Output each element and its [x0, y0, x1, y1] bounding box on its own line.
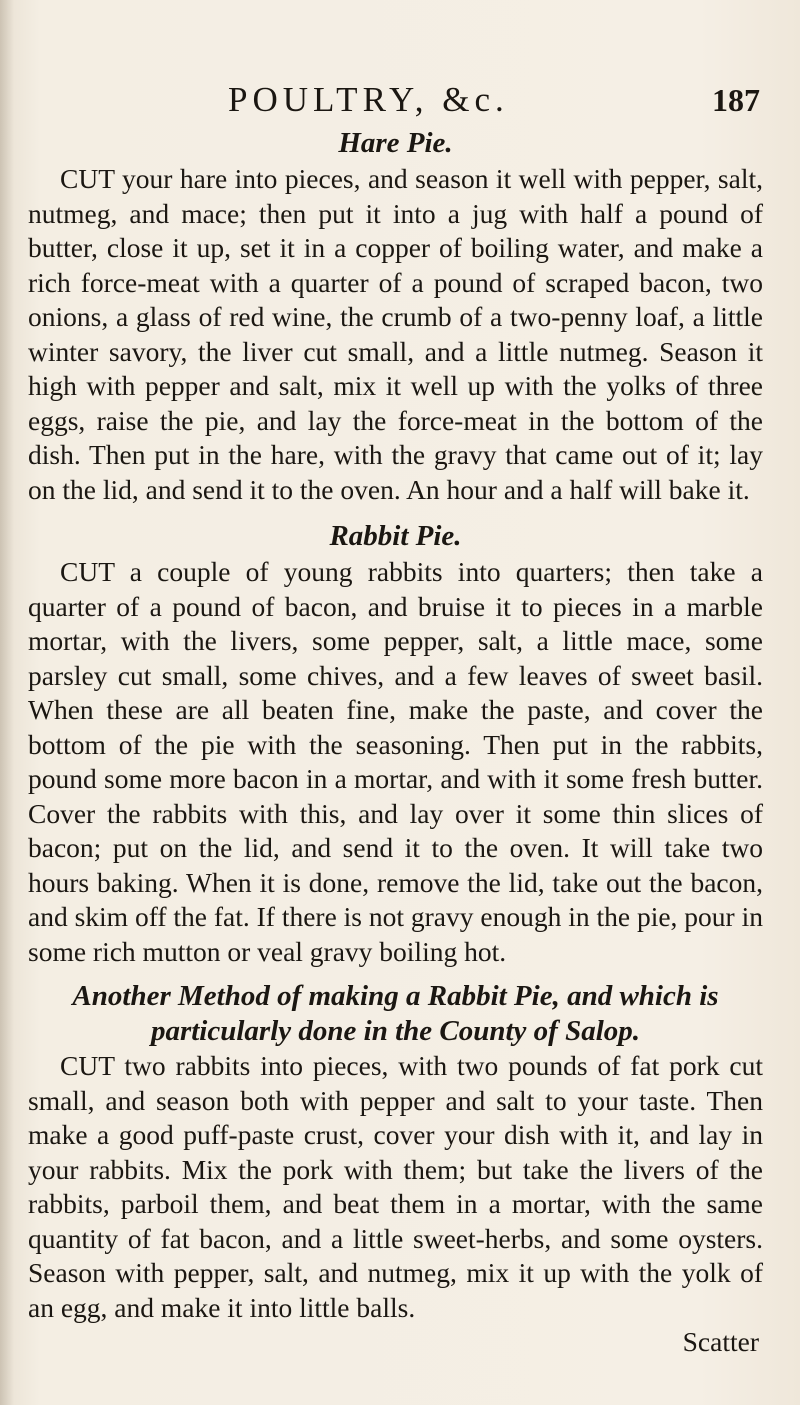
- recipe-title-hare-pie: Hare Pie.: [338, 127, 453, 159]
- text-block: [28, 124, 763, 1359]
- page-number: 187: [712, 82, 760, 118]
- page-header: [0, 80, 800, 120]
- spacer: [28, 969, 763, 979]
- running-head: POULTRY, &c.: [228, 80, 509, 119]
- recipe-body-rabbit-pie: CUT a couple of young rabbits into quarters; then take a quarter of a pound of bacon, and bruise it to pieces in a marble mortar, with the livers, some pepper, salt, a little mace, some parsley cut small, some chives, and a few leaves of sweet basil. When these are all beaten fine, make the paste, and cover the bottom of the pie with the seasoning. Then put in the rabbits, pound some more bacon in a mortar, and with it some fresh butter. Cover the rabbits with this, and lay over it some thin slices of bacon; put on the lid, and send it to the oven. It will take two hours baking. When it is done, remove the lid, take out the bacon, and skim off the fat. If there is not gravy enough in the pie, pour in some rich mutton or veal gravy boiling hot.: [28, 556, 763, 967]
- gutter-shadow: [0, 0, 14, 1405]
- recipe-body-hare-pie: CUT your hare into pieces, and season it well with pepper, salt, nutmeg, and mace; then put it into a jug with half a pound of butter, close it up, set it in a copper of boiling water, and make a rich force-meat with a quarter of a pound of scraped bacon, two onions, a glass of red wine, the crumb of a two-penny loaf, a little winter savory, the liver cut small, and a little nutmeg. Season it high with pepper and salt, mix it well up with the yolks of three eggs, raise the pie, and lay the force-meat in the bottom of the dish. Then put in the hare, with the gravy that came out of it; lay on the lid, and send it to the oven. An hour and a half will bake it.: [28, 163, 763, 505]
- spacer: [28, 507, 763, 517]
- recipe-title-rabbit-pie: Rabbit Pie.: [329, 520, 462, 552]
- catchword: Scatter: [682, 1326, 759, 1357]
- recipe-title-salop-rabbit-pie: Another Method of making a Rabbit Pie, and which is particularly done in the County of Salop.: [72, 980, 719, 1047]
- recipe-body-salop-rabbit-pie: CUT two rabbits into pieces, with two pounds of fat pork cut small, and season both with pepper and salt to your taste. Then make a good puff-paste crust, cover your dish with it, and lay in your rabbits. Mix the pork with them; but take the livers of the rabbits, parboil them, and beat them in a mortar, with the same quantity of fat bacon, and a little sweet-herbs, and some oysters. Season with pepper, salt, and nutmeg, mix it up with the yolk of an egg, and make it into little balls.: [28, 1050, 763, 1323]
